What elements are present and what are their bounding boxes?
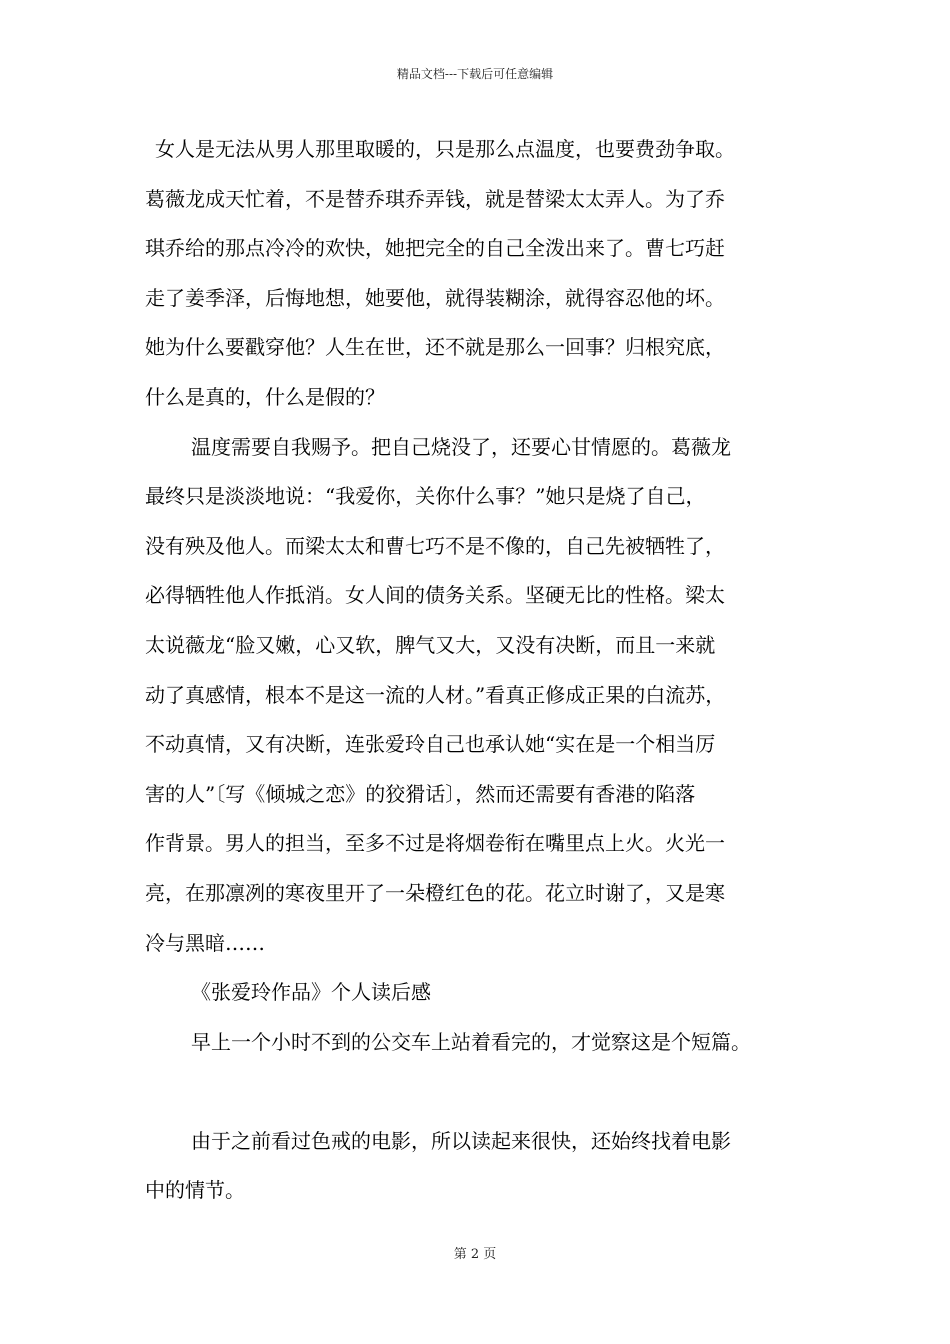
- text-line: 温度需要自我赐予。把自己烧没了，还要心甘情愿的。葛薇龙: [191, 434, 731, 459]
- text-line: 她为什么要戳穿他？人生在世，还不就是那么一回事？归根究底，: [145, 335, 725, 360]
- text-line: 由于之前看过色戒的电影，所以读起来很快，还始终找着电影: [191, 1128, 731, 1153]
- text-line: 中的情节。: [145, 1178, 245, 1203]
- text-line: 冷与黑暗……: [145, 930, 265, 955]
- section-title: 《张爱玲作品》个人读后感: [191, 980, 431, 1005]
- document-body: [145, 125, 835, 1216]
- text-line: 作背景。男人的担当，至多不过是将烟卷衔在嘴里点上火。火光一: [145, 831, 725, 856]
- text-line: 早上一个小时不到的公交车上站着看完的，才觉察这是个短篇。: [191, 1029, 751, 1054]
- page-header: 精品文档---下载后可任意编辑: [396, 67, 554, 81]
- text-line: 没有殃及他人。而梁太太和曹七巧不是不像的，自己先被牺牲了，: [145, 533, 725, 558]
- text-line: 走了姜季泽，后悔地想，她要他，就得装糊涂，就得容忍他的坏。: [145, 285, 725, 310]
- page-number: 第 2 页: [453, 1247, 497, 1262]
- text-line: 亮，在那凛冽的寒夜里开了一朵橙红色的花。花立时谢了，又是寒: [145, 880, 725, 905]
- text-line: 什么是真的，什么是假的？: [145, 384, 385, 409]
- text-line: 必得牺牲他人作抵消。女人间的债务关系。坚硬无比的性格。梁太: [145, 583, 725, 608]
- text-line: 最终只是淡淡地说：“我爱你，关你什么事？”她只是烧了自己，: [145, 484, 706, 509]
- text-line: 女人是无法从男人那里取暖的，只是那么点温度，也要费劲争取。: [155, 137, 735, 161]
- text-line: 动了真感情，根本不是这一流的人材。”看真正修成正果的白流苏，: [145, 682, 726, 707]
- text-line: 葛薇龙成天忙着，不是替乔琪乔弄钱，就是替梁太太弄人。为了乔: [145, 186, 725, 211]
- text-line: 害的人”〔写《倾城之恋》的狡猾话〕，然而还需要有香港的陷落: [145, 781, 696, 806]
- blank-line: [145, 1067, 835, 1117]
- text-line: 不动真情，又有决断，连张爱玲自己也承认她“实在是一个相当厉: [145, 732, 716, 757]
- text-line: 太说薇龙“脸又嫩，心又软，脾气又大，又没有决断，而且一来就: [145, 632, 716, 657]
- text-line: 琪乔给的那点冷冷的欢快，她把完全的自己全泼出来了。曹七巧赶: [145, 236, 725, 261]
